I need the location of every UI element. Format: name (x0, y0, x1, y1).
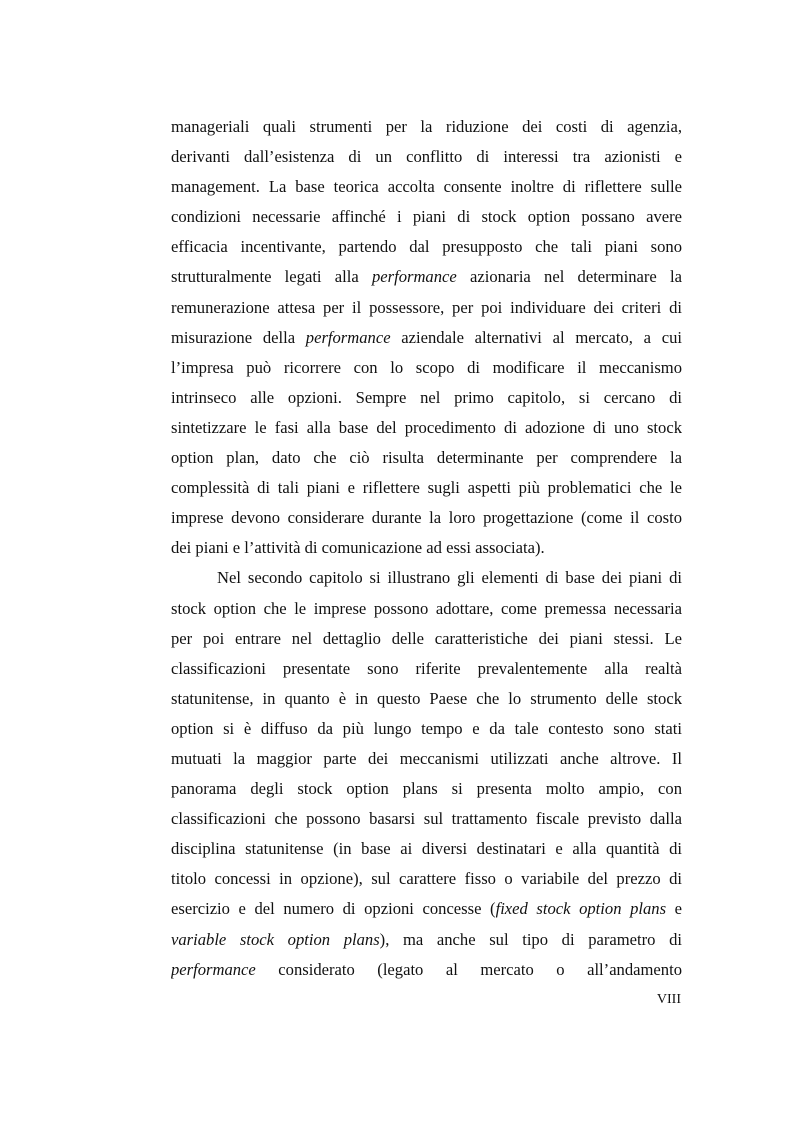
text-line (171, 925, 682, 955)
text-span: considerato (legato al mercato o all’andamento (255, 959, 682, 979)
paragraph-1 (171, 112, 682, 563)
text-line: management. La base teorica accolta consente inoltre di riflettere sulle (171, 177, 682, 197)
paragraph-2 (171, 563, 682, 984)
page-number: VIII (656, 992, 681, 1007)
text-span: e (666, 899, 682, 919)
italic-term: variable stock option plans (171, 929, 380, 949)
text-line: remunerazione attesa per il possessore, per poi individuare dei criteri di (171, 297, 682, 317)
italic-term: performance (171, 959, 256, 979)
text-line (171, 323, 682, 353)
body-text (171, 112, 682, 985)
text-line: sintetizzare le fasi alla base del procedimento di adozione di uno stock (171, 417, 682, 437)
text-line: l’impresa può ricorrere con lo scopo di modificare il meccanismo (171, 357, 682, 377)
text-line: mutuati la maggior parte dei meccanismi utilizzati anche altrove. Il (171, 748, 682, 768)
text-line: imprese devono considerare durante la loro progettazione (come il costo (171, 508, 682, 528)
text-span: strutturalmente legati alla (171, 267, 372, 287)
text-line: stock option che le imprese possono adottare, come premessa necessaria (171, 598, 682, 618)
italic-term: fixed stock option plans (495, 899, 667, 919)
text-line: intrinseco alle opzioni. Sempre nel primo capitolo, si cercano di (171, 387, 682, 407)
text-span: azionaria nel determinare la (456, 267, 682, 287)
text-line: derivanti dall’esistenza di un conflitto di interessi tra azionisti e (171, 147, 682, 167)
text-span: aziendale alternativi al mercato, a cui (390, 327, 682, 347)
italic-term: performance (371, 267, 457, 287)
text-line (171, 955, 682, 985)
text-line: titolo concessi in opzione), sul carattere fisso o variabile del prezzo di (171, 869, 682, 889)
text-line: condizioni necessarie affinché i piani di stock option possano avere (171, 207, 682, 227)
text-span: misurazione della (171, 327, 306, 347)
text-line (171, 262, 682, 292)
text-line: complessità di tali piani e riflettere sugli aspetti più problematici che le (171, 478, 682, 498)
text-line: classificazioni che possono basarsi sul trattamento fiscale previsto dalla (171, 809, 682, 829)
text-line: statunitense, in quanto è in questo Paese che lo strumento delle stock (171, 688, 682, 708)
text-line: option si è diffuso da più lungo tempo e da tale contesto sono stati (171, 718, 682, 738)
text-line: dei piani e l’attività di comunicazione ad essi associata). (171, 538, 545, 558)
text-line: panorama degli stock option plans si presenta molto ampio, con (171, 779, 682, 799)
text-line (171, 894, 682, 924)
text-span: ), ma anche sul tipo di parametro di (379, 929, 682, 949)
text-line: Nel secondo capitolo si illustrano gli elementi di base dei piani di (217, 568, 682, 588)
text-line: efficacia incentivante, partendo dal presupposto che tali piani sono (171, 237, 682, 257)
text-span: esercizio e del numero di opzioni concesse ( (171, 899, 496, 919)
text-line: classificazioni presentate sono riferite prevalentemente alla realtà (171, 658, 682, 678)
text-line: per poi entrare nel dettaglio delle caratteristiche dei piani stessi. Le (171, 628, 682, 648)
text-line: option plan, dato che ciò risulta determinante per comprendere la (171, 448, 682, 468)
text-line: disciplina statunitense (in base ai diversi destinatari e alla quantità di (171, 839, 682, 859)
text-line: manageriali quali strumenti per la riduzione dei costi di agenzia, (171, 117, 682, 136)
italic-term: performance (305, 327, 391, 347)
